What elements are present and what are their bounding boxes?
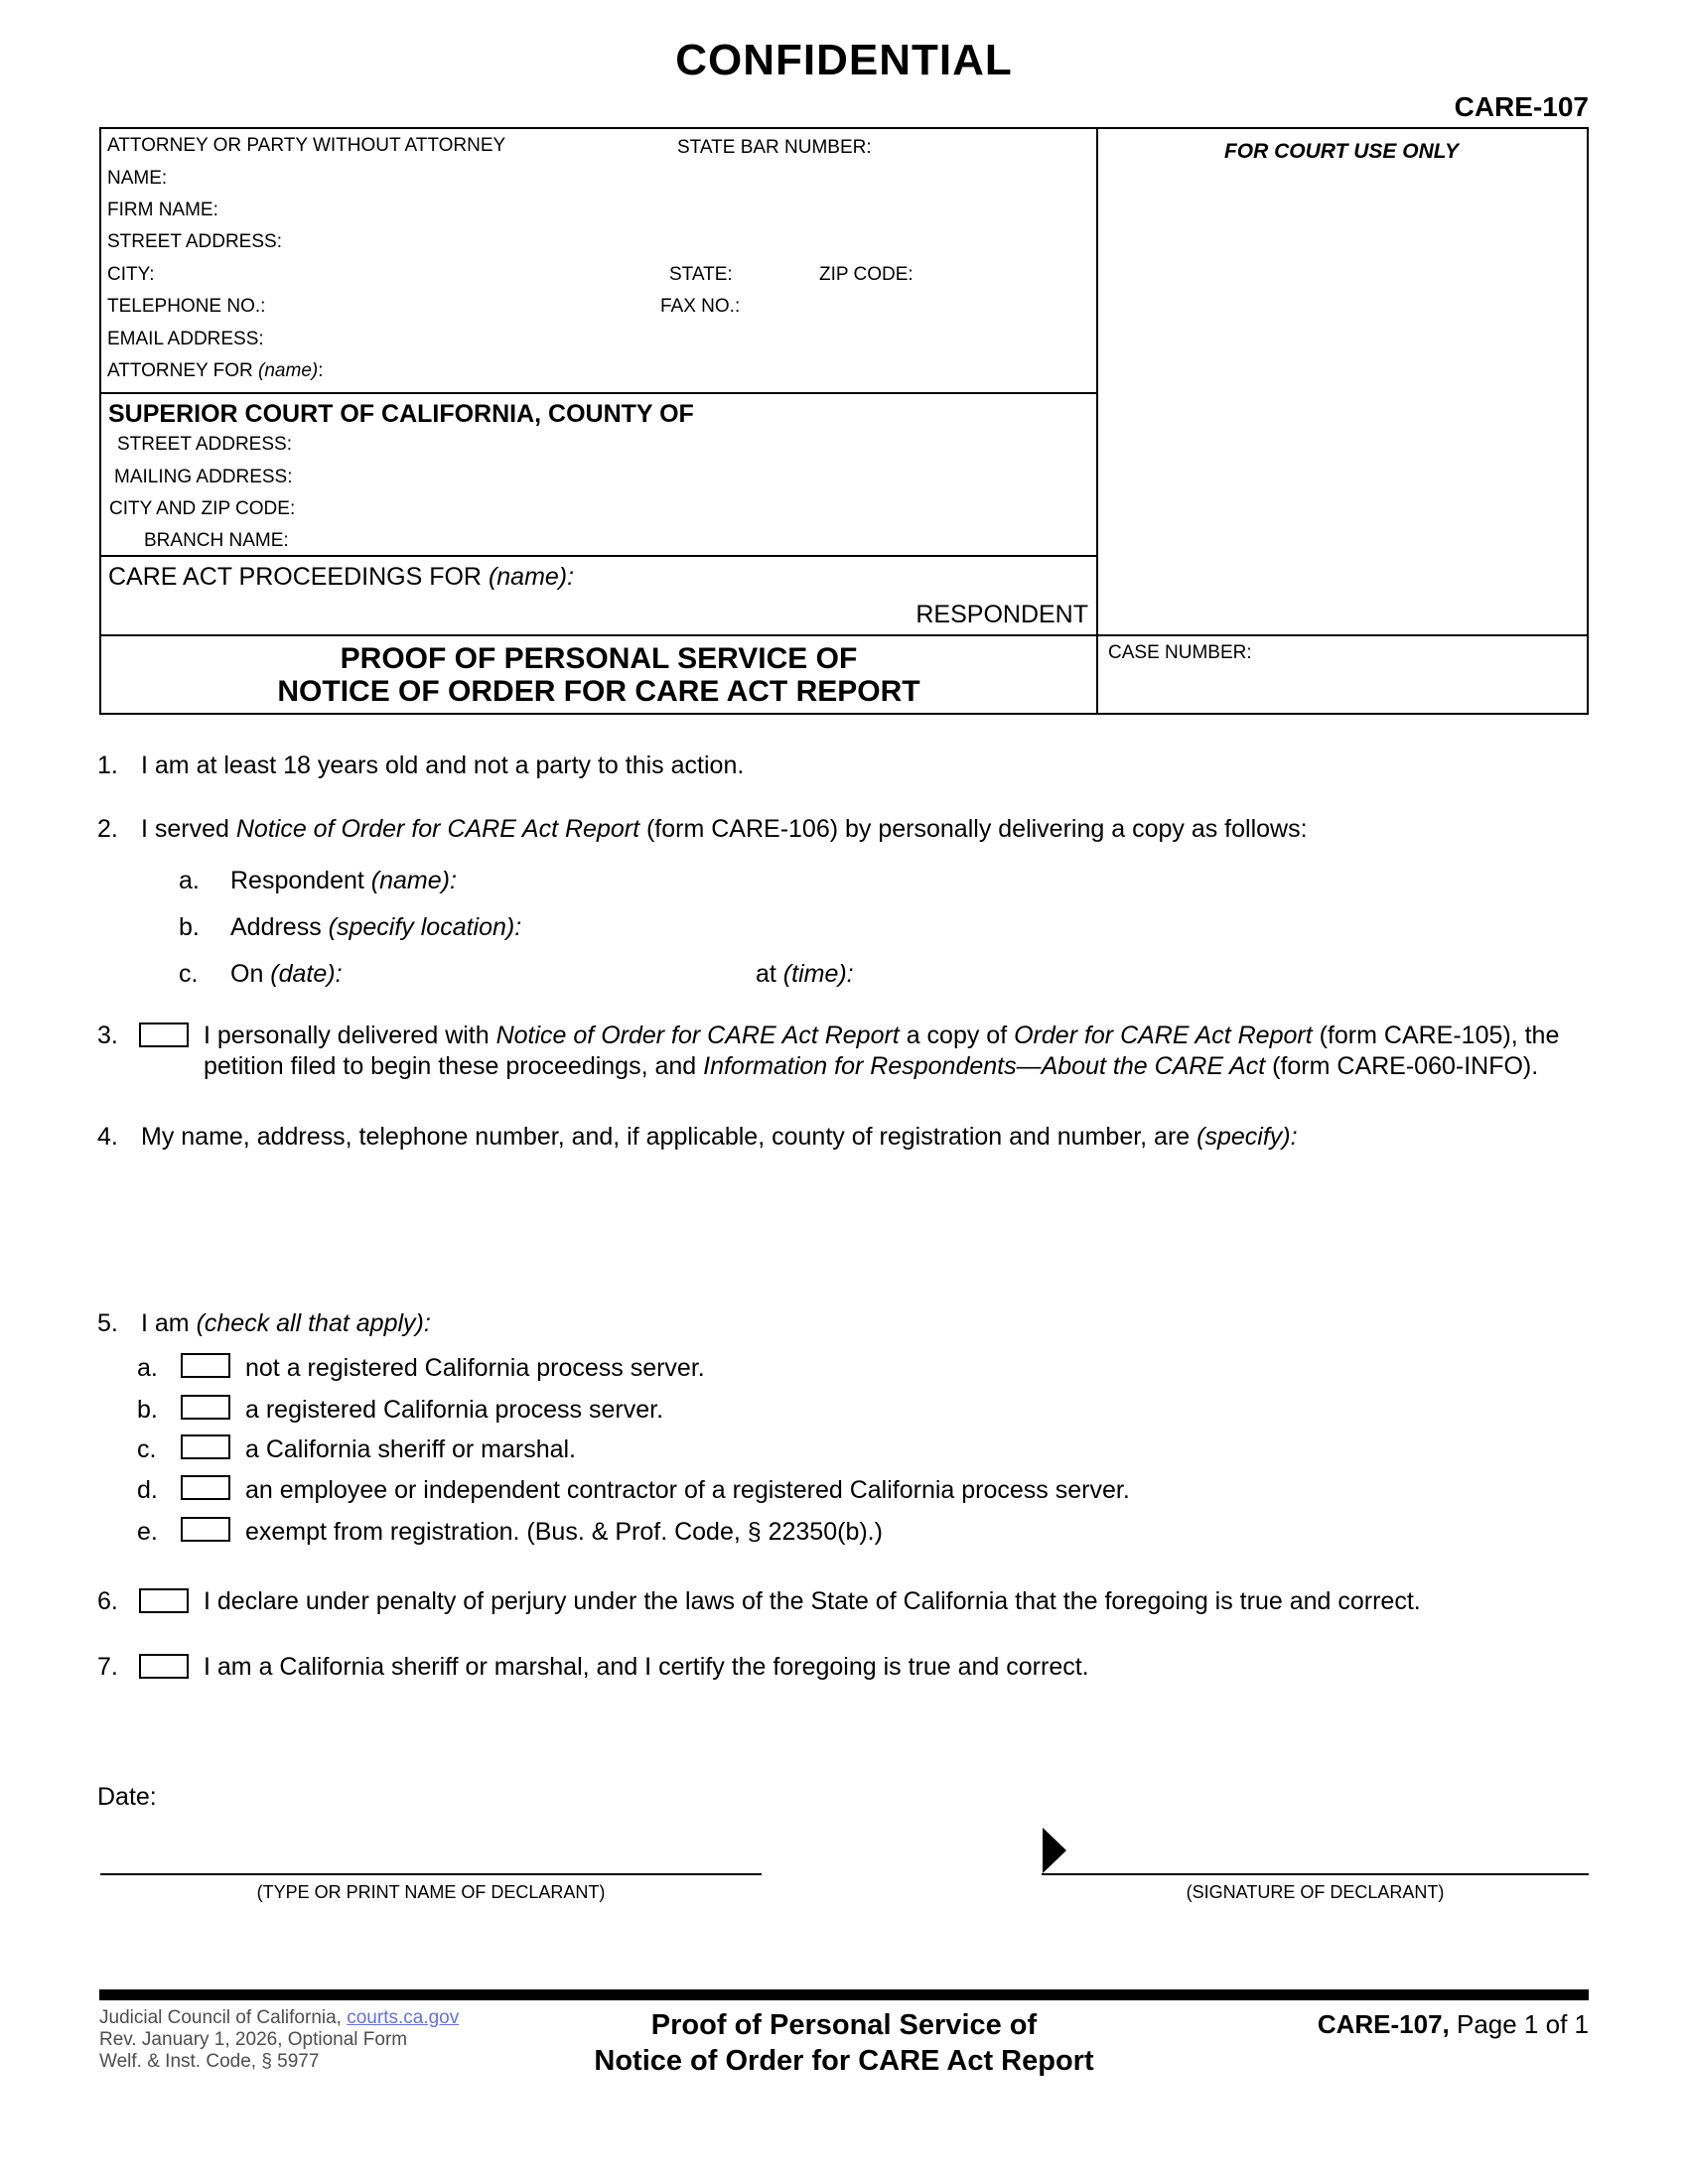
form-title-line1: PROOF OF PERSONAL SERVICE OF (340, 642, 858, 675)
item-5a-letter: a. (137, 1354, 158, 1382)
court-branch-label: BRANCH NAME: (144, 530, 289, 551)
declarant-name-line[interactable] (100, 1873, 762, 1875)
item-7-number: 7. (97, 1653, 118, 1681)
court-mailing-label: MAILING ADDRESS: (114, 467, 293, 487)
footer-left-line3: Welf. & Inst. Code, § 5977 (99, 2051, 320, 2072)
item-2b-prefix: Address (230, 913, 329, 941)
footer-form-number (1192, 2009, 1589, 2040)
item-4-specify-italic: (specify): (1196, 1123, 1298, 1151)
confidential-banner: CONFIDENTIAL (675, 36, 1013, 84)
item-3-number: 3. (97, 1022, 118, 1049)
signature-arrow-icon (1043, 1828, 1066, 1873)
street-address-label: STREET ADDRESS: (107, 231, 282, 252)
footer-rule (99, 1989, 1589, 2000)
item-5d-letter: d. (137, 1476, 158, 1504)
item-2b-location-italic: (specify location): (328, 913, 522, 941)
item-2c-at: at (756, 960, 783, 988)
attorney-for-label (107, 360, 324, 381)
item-5d-checkbox[interactable] (181, 1475, 230, 1500)
footer-left-line2: Rev. January 1, 2026, Optional Form (99, 2029, 408, 2050)
footer-courts-link[interactable]: courts.ca.gov (347, 2007, 460, 2028)
item-1-text: I am at least 18 years old and not a party to this action. (141, 751, 745, 779)
caption-box (99, 127, 1589, 715)
for-court-use-only-label: FOR COURT USE ONLY (1223, 140, 1460, 163)
footer-form-title-line1: Proof of Personal Service of (650, 2009, 1038, 2041)
item-2-part0: I served (141, 815, 236, 843)
item-5-prefix: I am (141, 1309, 197, 1337)
form-title-line2: NOTICE OF ORDER FOR CARE ACT REPORT (277, 675, 920, 708)
item-2-form-name-italic: Notice of Order for CARE Act Report (235, 815, 640, 843)
item-5a-text: not a registered California process server. (245, 1354, 705, 1382)
city-label: CITY: (107, 264, 155, 285)
caption-vertical-divider (1096, 129, 1098, 713)
form-number-header: CARE-107 (1454, 91, 1589, 122)
item-5c-text: a California sheriff or marshal. (245, 1435, 577, 1463)
declarant-signature-line[interactable] (1042, 1873, 1589, 1875)
item-3-checkbox[interactable] (139, 1023, 189, 1047)
item-2b-letter: b. (179, 913, 200, 941)
state-bar-number-label: STATE BAR NUMBER: (677, 137, 872, 158)
item-5e-text: exempt from registration. (Bus. & Prof. Code, § 22350(b).) (245, 1518, 883, 1546)
item-6-text: I declare under penalty of perjury under the laws of the State of California that the foregoing is true and correct. (204, 1587, 1421, 1615)
item-2a-name-italic: (name): (370, 867, 457, 894)
date-label: Date: (97, 1783, 157, 1811)
title-section-divider (101, 634, 1587, 636)
case-number-label: CASE NUMBER: (1108, 642, 1252, 663)
attorney-for-prefix: ATTORNEY FOR (107, 360, 259, 381)
item-3-part4: (form CARE-105), the petition filed to begin these proceedings, and (204, 1022, 1560, 1080)
respondent-label: RESPONDENT (915, 601, 1088, 628)
item-2-text (141, 814, 1308, 845)
item-7-checkbox[interactable] (139, 1654, 189, 1679)
item-2c-time-italic: (time): (782, 960, 854, 988)
court-city-zip-label: CITY AND ZIP CODE: (109, 498, 296, 519)
item-3-text (204, 1021, 1564, 1082)
item-2c-at-time (756, 959, 854, 990)
item-5e-checkbox[interactable] (181, 1517, 230, 1542)
item-2c-on-date (230, 959, 343, 990)
item-2c-date-italic: (date): (270, 960, 343, 988)
item-4-number: 4. (97, 1123, 118, 1151)
item-2-number: 2. (97, 815, 118, 843)
item-5b-text: a registered California process server. (245, 1396, 664, 1424)
form-title (101, 642, 1096, 708)
item-2a-letter: a. (179, 867, 200, 894)
footer-page-count: Page 1 of 1 (1449, 2009, 1589, 2039)
court-street-label: STREET ADDRESS: (117, 434, 292, 455)
item-2c-on: On (230, 960, 271, 988)
item-7-text: I am a California sheriff or marshal, and I certify the foregoing is true and correct. (204, 1653, 1089, 1681)
item-5c-letter: c. (137, 1435, 157, 1463)
item-1-number: 1. (97, 751, 118, 779)
attorney-section-divider (101, 392, 1096, 394)
fax-label: FAX NO.: (660, 296, 741, 317)
item-5-number: 5. (97, 1309, 118, 1337)
item-5-text (141, 1308, 431, 1339)
attorney-or-party-label: ATTORNEY OR PARTY WITHOUT ATTORNEY (107, 135, 506, 156)
firm-name-label: FIRM NAME: (107, 200, 218, 220)
attorney-for-colon: : (318, 360, 324, 381)
item-6-number: 6. (97, 1587, 118, 1615)
item-2a-prefix: Respondent (230, 867, 371, 894)
footer-form-number-bold: CARE-107, (1317, 2009, 1450, 2039)
item-3-part2: a copy of (899, 1022, 1015, 1049)
item-5d-text: an employee or independent contractor of a registered California process server. (245, 1476, 1130, 1504)
declarant-name-caption: (TYPE OR PRINT NAME OF DECLARANT) (256, 1882, 606, 1902)
item-5-check-all-italic: (check all that apply): (196, 1309, 431, 1337)
court-section-divider (101, 555, 1096, 557)
care-act-proceedings-label (108, 563, 574, 592)
name-label: NAME: (107, 168, 168, 189)
footer-council-text: Judicial Council of California, (99, 2007, 348, 2028)
item-5c-checkbox[interactable] (181, 1434, 230, 1459)
superior-court-label: SUPERIOR COURT OF CALIFORNIA, COUNTY OF (108, 400, 694, 428)
item-3-part6: (form CARE-060-INFO). (1265, 1052, 1539, 1080)
item-3-info-italic: Information for Respondents—About the CARE Act (703, 1052, 1266, 1080)
zip-code-label: ZIP CODE: (819, 264, 914, 285)
telephone-label: TELEPHONE NO.: (107, 296, 266, 317)
state-label: STATE: (669, 264, 733, 285)
item-5b-checkbox[interactable] (181, 1395, 230, 1420)
item-2a-text (230, 866, 457, 896)
item-4-text (141, 1122, 1298, 1153)
item-2b-text (230, 912, 521, 943)
item-6-checkbox[interactable] (139, 1588, 189, 1613)
item-5b-letter: b. (137, 1396, 158, 1424)
proceedings-name-italic: (name): (488, 563, 575, 591)
proceedings-prefix: CARE ACT PROCEEDINGS FOR (108, 563, 489, 591)
footer-form-title-line2: Notice of Order for CARE Act Report (594, 2045, 1094, 2077)
item-5e-letter: e. (137, 1518, 158, 1546)
item-3-order-italic: Order for CARE Act Report (1014, 1022, 1313, 1049)
item-4-prefix: My name, address, telephone number, and, if applicable, county of registration and number, are (141, 1123, 1197, 1151)
email-label: EMAIL ADDRESS: (107, 329, 264, 349)
item-2c-letter: c. (179, 960, 199, 988)
item-2-part2: (form CARE-106) by personally delivering a copy as follows: (639, 815, 1308, 843)
declarant-signature-caption: (SIGNATURE OF DECLARANT) (1186, 1882, 1445, 1902)
item-3-part0: I personally delivered with (204, 1022, 496, 1049)
attorney-for-name-italic: (name) (258, 360, 319, 381)
item-3-notice-italic: Notice of Order for CARE Act Report (495, 1022, 900, 1049)
item-5a-checkbox[interactable] (181, 1353, 230, 1378)
